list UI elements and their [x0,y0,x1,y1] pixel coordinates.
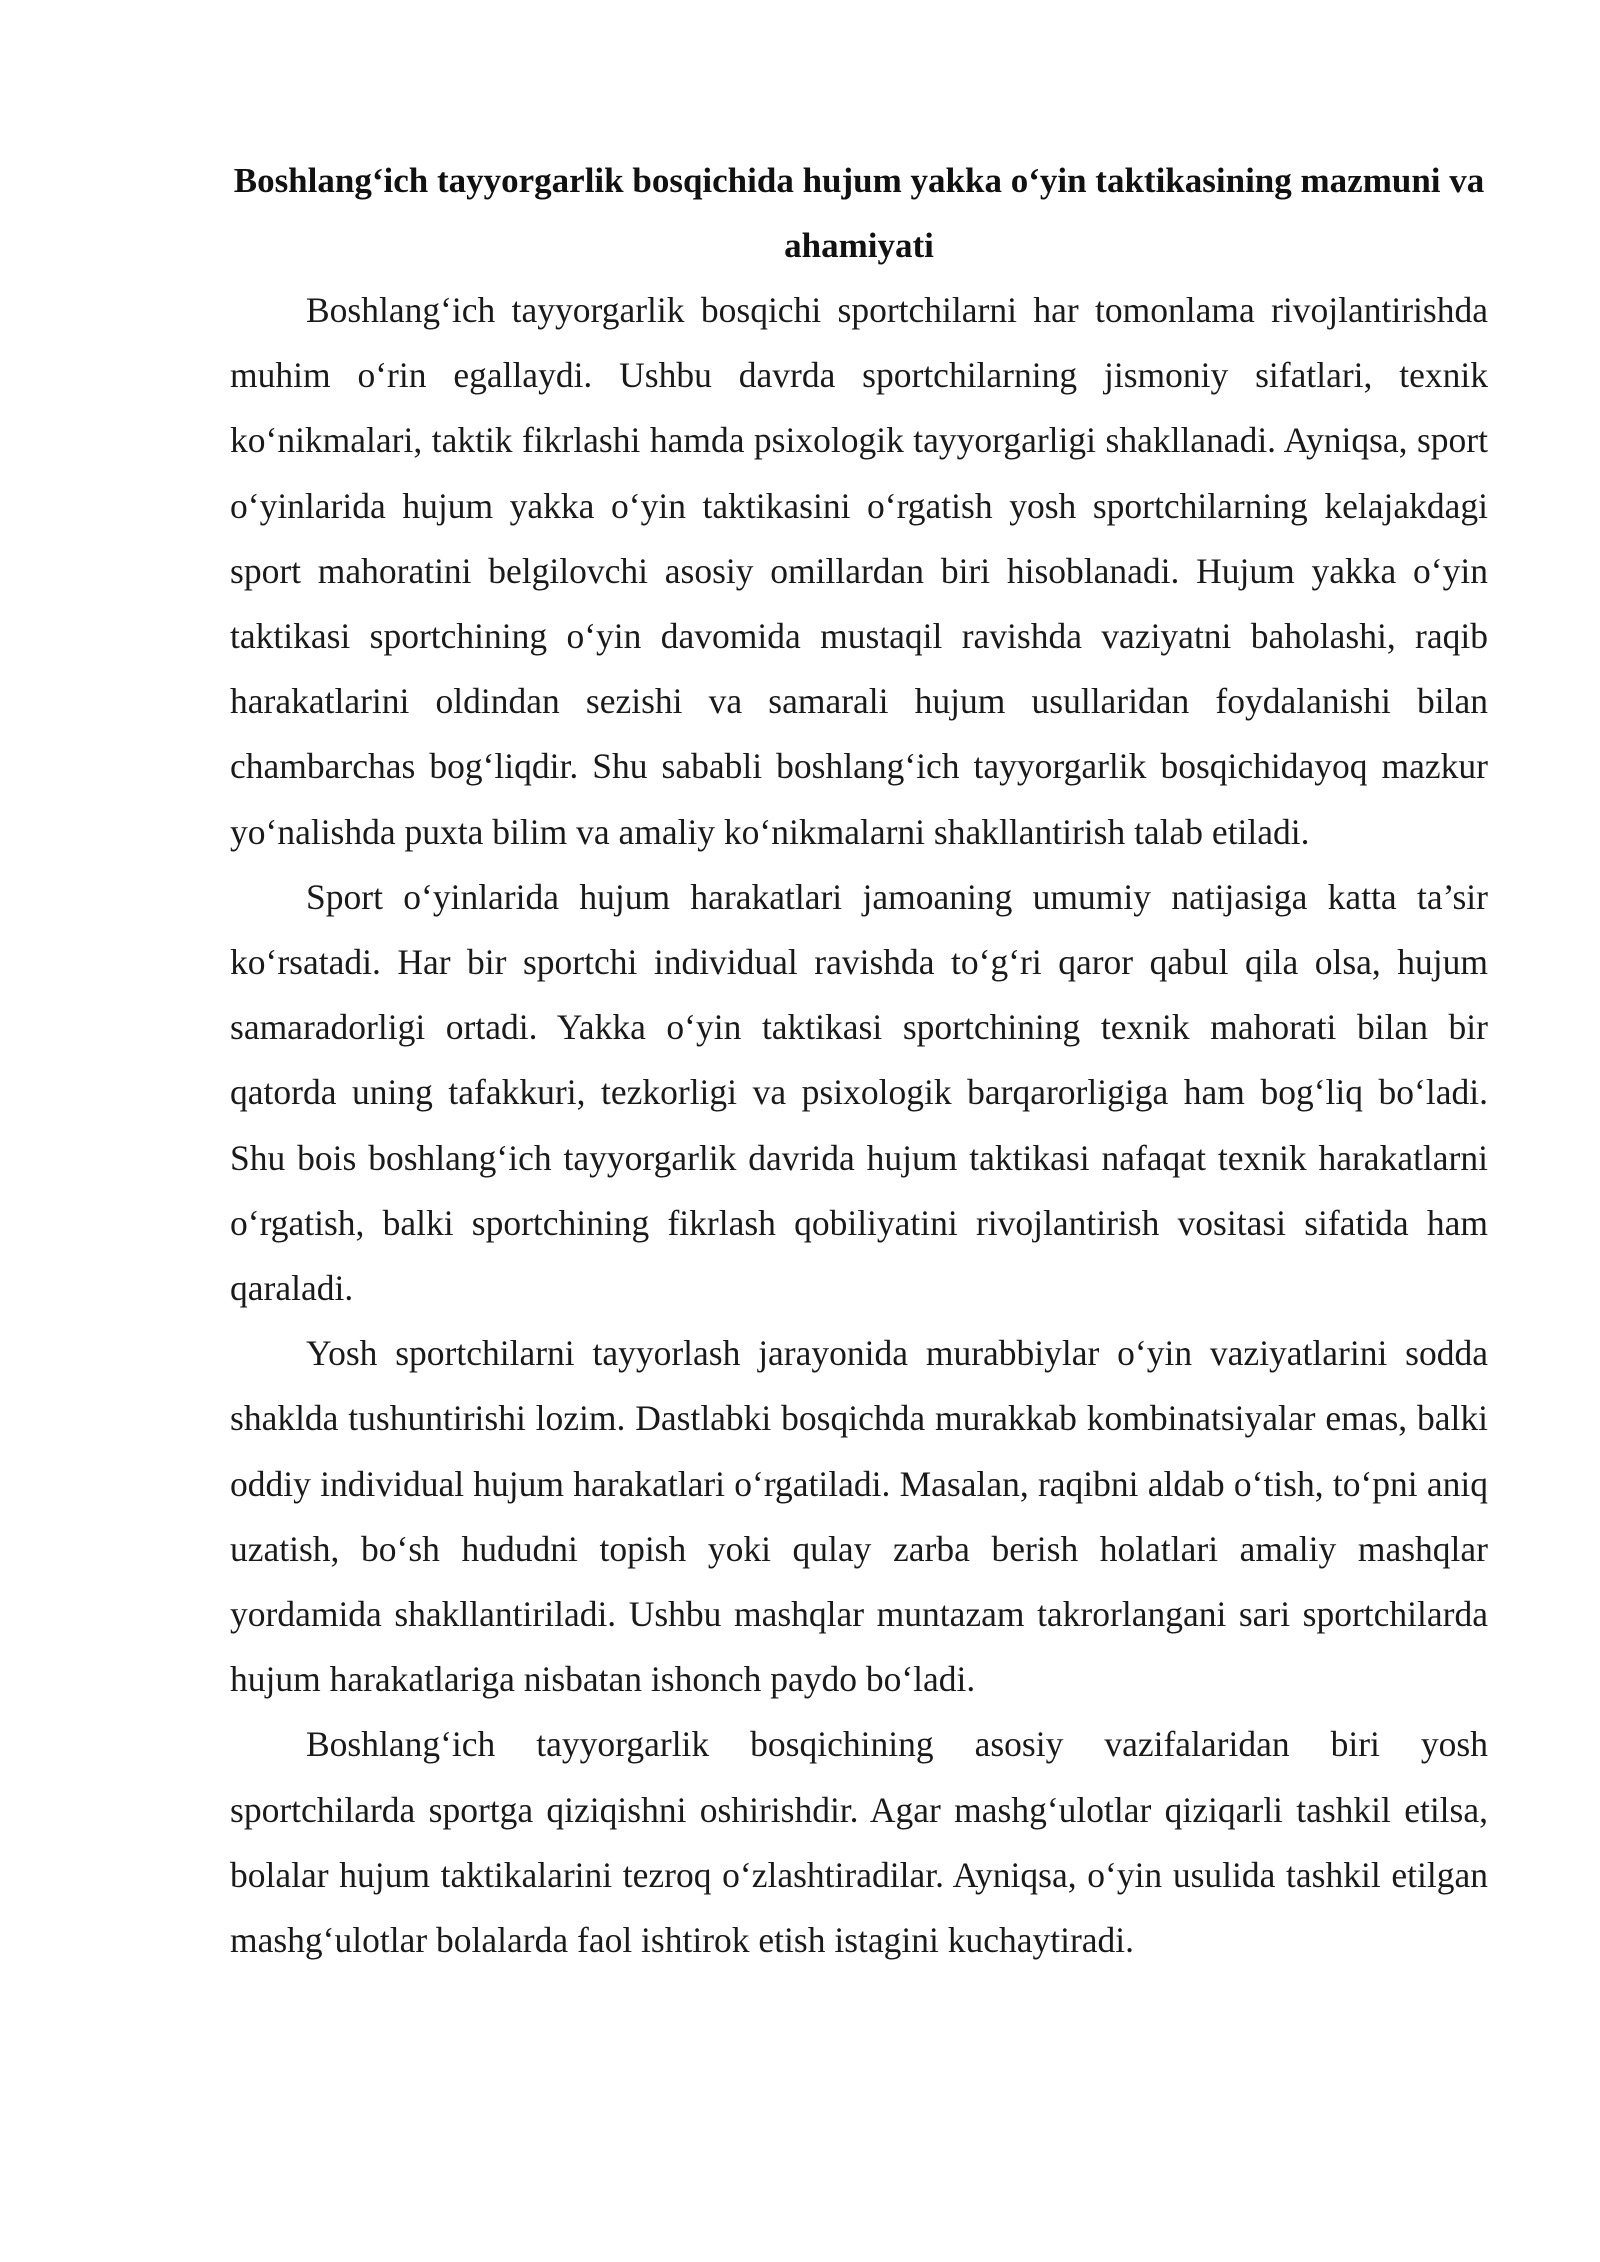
paragraph-1: Boshlang‘ich tayyorgarlik bosqichi sportchilarni har tomonlama rivojlantirishda muhim o‘rin egallaydi. Ushbu davrda sportchilarning jismoniy sifatlari, texnik ko‘nikmalari, taktik fikrlashi hamda psixologik tayyorgarligi shakllanadi. Ayniqsa, sport o‘yinlarida hujum yakka o‘yin taktikasini o‘rgatish yosh sportchilarning kelajakdagi sport mahoratini belgilovchi asosiy omillardan biri hisoblanadi. Hujum yakka o‘yin taktikasi sportchining o‘yin davomida mustaqil ravishda vaziyatni baholashi, raqib harakatlarini oldindan sezishi va samarali hujum usullaridan foydalanishi bilan chambarchas bog‘liqdir. Shu sababli boshlang‘ich tayyorgarlik bosqichidayoq mazkur yo‘nalishda puxta bilim va amaliy ko‘nikmalarni shakllantirish talab etiladi. [230,290,1488,852]
paragraph-3: Yosh sportchilarni tayyorlash jarayonida murabbiylar o‘yin vaziyatlarini sodda shaklda tushuntirishi lozim. Dastlabki bosqichda murakkab kombinatsiyalar emas, balki oddiy individual hujum harakatlari o‘rgatiladi. Masalan, raqibni aldab o‘tish, to‘pni aniq uzatish, bo‘sh hududni topish yoki qulay zarba berish holatlari amaliy mashqlar yordamida shakllantiriladi. Ushbu mashqlar muntazam takrorlangani sari sportchilarda hujum harakatlariga nisbatan ishonch paydo bo‘ladi. [230,1333,1488,1700]
paragraph-2: Sport o‘yinlarida hujum harakatlari jamoaning umumiy natijasiga katta ta’sir ko‘rsatadi. Har bir sportchi individual ravishda to‘g‘ri qaror qabul qila olsa, hujum samaradorligi ortadi. Yakka o‘yin taktikasi sportchining texnik mahorati bilan bir qatorda uning tafakkuri, tezkorligi va psixologik barqarorligiga ham bog‘liq bo‘ladi. Shu bois boshlang‘ich tayyorgarlik davrida hujum taktikasi nafaqat texnik harakatlarni o‘rgatish, balki sportchining fikrlash qobiliyatini rivojlantirish vositasi sifatida ham qaraladi. [230,876,1488,1309]
document-body [230,148,1488,1973]
paragraph-4: Boshlang‘ich tayyorgarlik bosqichining asosiy vazifalaridan biri yosh sportchilarda sportga qiziqishni oshirishdir. Agar mashg‘ulotlar qiziqarli tashkil etilsa, bolalar hujum taktikalarini tezroq o‘zlashtiradilar. Ayniqsa, o‘yin usulida tashkil etilgan mashg‘ulotlar bolalarda faol ishtirok etish istagini kuchaytiradi. [230,1724,1488,1961]
document-title: Boshlang‘ich tayyorgarlik bosqichida hujum yakka o‘yin taktikasining mazmuni va ahamiyati [233,161,1485,265]
